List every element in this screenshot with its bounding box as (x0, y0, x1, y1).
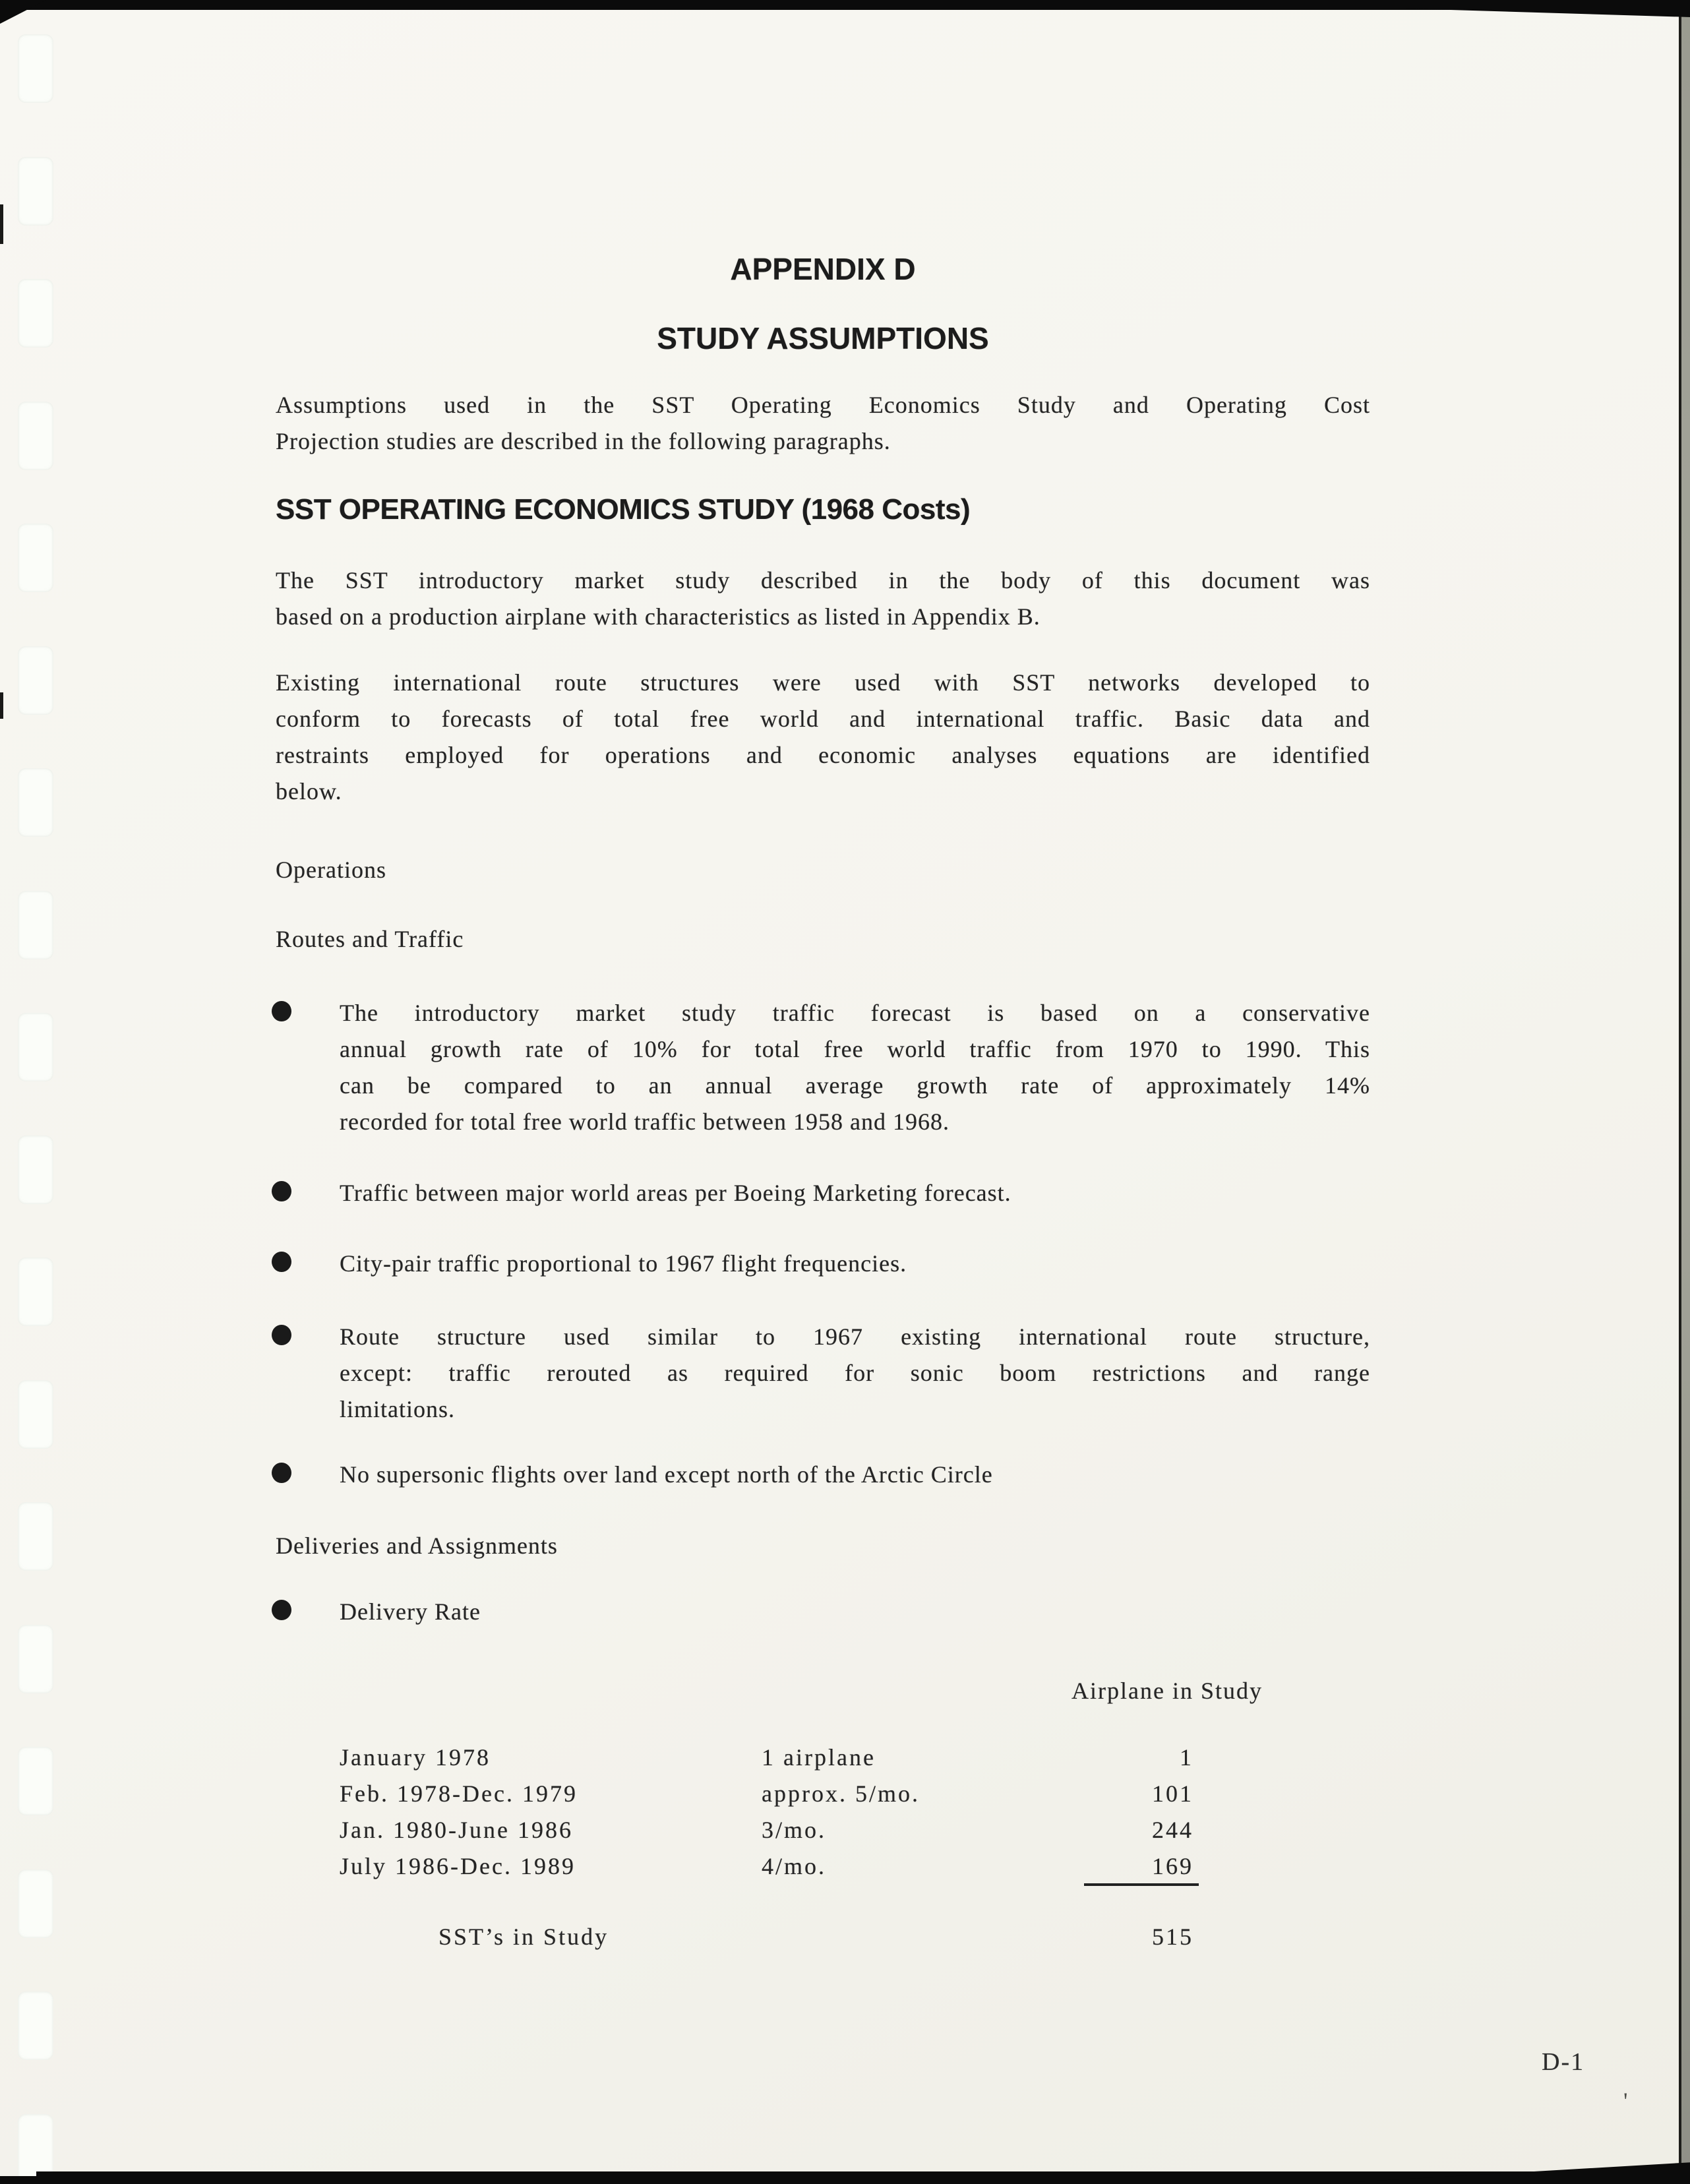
binder-hole (18, 402, 53, 470)
bullet-icon (272, 1001, 291, 1021)
table-row (340, 1776, 1193, 1812)
binder-hole (18, 768, 53, 837)
text-line: Route structure used similar to 1967 existing international route structure, (340, 1323, 1370, 1350)
scan-mark (0, 204, 3, 244)
cell-count: 244 (1152, 1817, 1193, 1843)
bullet-item-delivery-rate (276, 1594, 1370, 1630)
delivery-table-total-row (340, 1919, 1193, 1955)
page-number: D-1 (1542, 2048, 1585, 2076)
appendix-title: APPENDIX D (730, 252, 916, 286)
page-title: STUDY ASSUMPTIONS (657, 321, 989, 355)
table-column-header: Airplane in Study (1071, 1678, 1263, 1704)
scan-corner-top-right (1406, 0, 1690, 17)
subheading-routes-and-traffic: Routes and Traffic (276, 926, 464, 952)
bullet-icon (272, 1600, 291, 1620)
binder-hole (18, 1747, 53, 1815)
text-line: can be compared to an annual average growth rate of approximately 14% (340, 1072, 1370, 1099)
text-line: recorded for total free world traffic between 1958 and 1968. (340, 1108, 950, 1135)
text-line: except: traffic rerouted as required for sonic boom restrictions and range (340, 1360, 1370, 1386)
table-row (340, 1812, 1193, 1848)
bullet-item-route-structure (276, 1319, 1370, 1428)
bullet-item-world-areas (276, 1175, 1370, 1211)
binder-hole (18, 524, 53, 592)
cell-rate: 3/mo. (762, 1817, 827, 1843)
binder-hole (18, 1380, 53, 1449)
binder-hole (18, 891, 53, 959)
binder-hole (18, 1258, 53, 1326)
binder-hole (18, 1869, 53, 1938)
table-row (340, 1848, 1193, 1885)
scan-edge-right (1679, 0, 1690, 2184)
cell-rate: 1 airplane (762, 1744, 876, 1771)
text-line: limitations. (340, 1396, 456, 1422)
binder-hole (18, 34, 53, 103)
delivery-table (340, 1740, 1193, 1885)
bullet-text (340, 1319, 1370, 1428)
binder-hole (18, 279, 53, 348)
text-line: The introductory market study traffic forecast is based on a conservative (340, 1000, 1370, 1026)
binder-hole (18, 1502, 53, 1571)
bullet-icon (272, 1325, 291, 1345)
text-line: Traffic between major world areas per Boeing Marketing forecast. (340, 1180, 1011, 1206)
total-count: 515 (1152, 1924, 1193, 1950)
text-line: based on a production airplane with characteristics as listed in Appendix B. (276, 603, 1041, 630)
cell-count: 101 (1152, 1780, 1193, 1807)
scan-corner-bottom-left (0, 2176, 40, 2184)
table-row (340, 1919, 1193, 1955)
bullet-text (340, 1175, 1370, 1211)
binder-hole (18, 157, 53, 226)
bullet-icon (272, 1181, 291, 1201)
text-line: Projection studies are described in the following paragraphs. (276, 428, 891, 454)
text-line: Delivery Rate (340, 1598, 481, 1625)
bullet-text (340, 1594, 1370, 1630)
bullet-item-city-pair (276, 1246, 1370, 1282)
cell-period: Feb. 1978-Dec. 1979 (340, 1780, 578, 1807)
text-line: below. (276, 778, 342, 804)
text-line: No supersonic flights over land except north of the Arctic Circle (340, 1461, 993, 1488)
bullet-text (340, 995, 1370, 1140)
binder-hole (18, 1625, 53, 1693)
binder-hole (18, 646, 53, 715)
bullet-text (340, 1246, 1370, 1282)
text-line: restraints employed for operations and economic analyses equations are identified (276, 742, 1370, 768)
binder-hole (18, 1136, 53, 1204)
cell-period: Jan. 1980-June 1986 (340, 1817, 573, 1843)
subheading-deliveries-and-assignments: Deliveries and Assignments (276, 1532, 558, 1559)
cell-count: 169 (1095, 1848, 1193, 1885)
binder-hole (18, 1991, 53, 2060)
bullet-item-no-supersonic (276, 1457, 1370, 1493)
text-line: Existing international route structures were used with SST networks developed to (276, 669, 1370, 696)
scan-mark (0, 692, 3, 719)
cell-period: January 1978 (340, 1744, 491, 1771)
bullet-icon (272, 1252, 291, 1272)
text-line: annual growth rate of 10% for total free world traffic from 1970 to 1990. This (340, 1036, 1370, 1062)
market-study-paragraph (276, 562, 1370, 635)
total-spacer (762, 1919, 1095, 1955)
binder-hole (18, 1013, 53, 1081)
subheading-operations: Operations (276, 857, 386, 883)
total-label: SST’s in Study (438, 1924, 609, 1950)
text-line: City-pair traffic proportional to 1967 flight frequencies. (340, 1250, 907, 1277)
route-structures-paragraph (276, 665, 1370, 810)
cell-rate: approx. 5/mo. (762, 1780, 920, 1807)
bullet-text (340, 1457, 1370, 1493)
cell-count: 1 (1180, 1744, 1193, 1771)
cell-rate: 4/mo. (762, 1853, 827, 1879)
cell-period: July 1986-Dec. 1989 (340, 1853, 576, 1879)
bullet-icon (272, 1463, 291, 1483)
text-line: Assumptions used in the SST Operating Economics Study and Operating Cost (276, 392, 1370, 418)
stray-mark: ' (1623, 2088, 1628, 2114)
intro-paragraph (276, 387, 1370, 460)
section-heading: SST OPERATING ECONOMICS STUDY (1968 Costs) (276, 493, 971, 526)
text-line: conform to forecasts of total free world and international traffic. Basic data and (276, 706, 1370, 732)
scan-corner-top-left (0, 0, 46, 24)
text-line: The SST introductory market study described in the body of this document was (276, 567, 1370, 593)
table-row (340, 1740, 1193, 1776)
bullet-item-growth-rate (276, 995, 1370, 1140)
